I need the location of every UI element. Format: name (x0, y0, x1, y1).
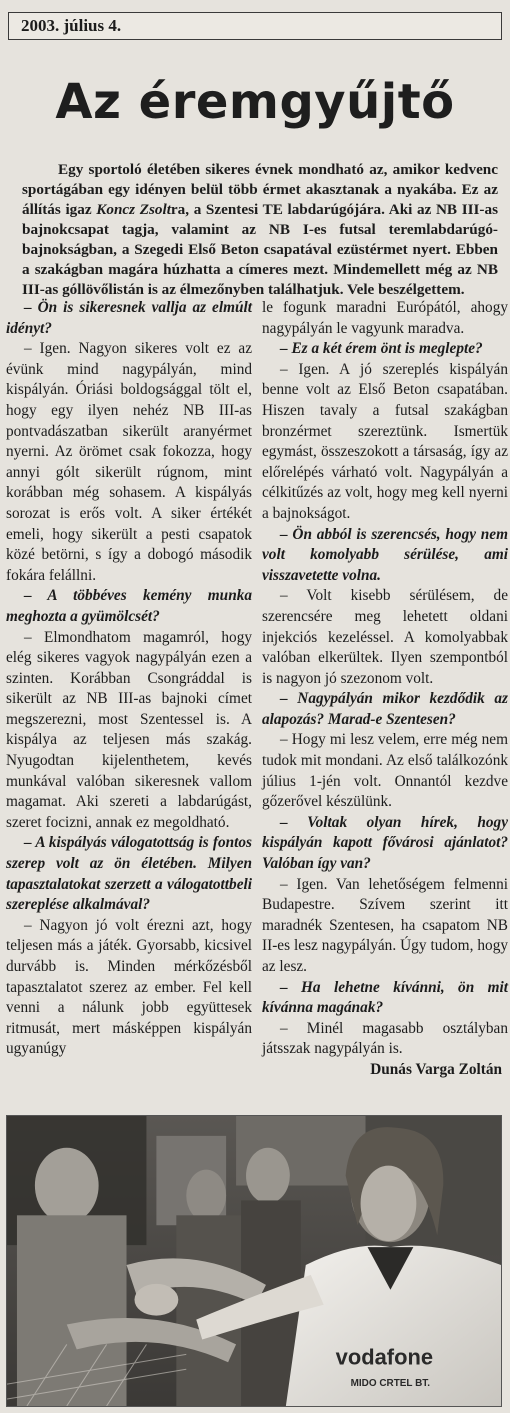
interview-answer: – Igen. A jó szereplés kispályán benne volt az Első Beton csapatában. Hiszen tavaly a futsal szakágban bronzérmet szereztünk. Ismertük egymást, összeszokott a társaság, így az előrelépés várható volt. Nagypályán a célkitűzés az volt, hogy meg kell nyerni a bajnokságot. (262, 360, 508, 522)
interview-answer: – Minél magasabb osztályban játsszak nagypályán is. (262, 1019, 508, 1058)
lead-text-2: ra, a Szentesi TE labdarúgójára. Aki az NB III-as bajnokcsapat tagja, valamint az NB I-es futsal teremlabdarúgó-bajnokságban, a Szegedi Első Beton csapatával ezüstérmet nyert. Ebben a szakágban magára húzhatta a címeres mezt. Mindemellett még az NB III-as góllövőlistán is az élmezőnyben találhatjuk. Vele beszélgettem. (22, 201, 498, 298)
article-column-left (6, 298, 252, 1060)
interview-question: – Ön abból is szerencsés, hogy nem volt komolyabb sérülése, ami visszavetette volna. (262, 525, 508, 584)
interview-answer: – Hogy mi lesz velem, erre még nem tudok mit mondani. Az első találkozónk július 1-jén volt. Onnantól kezdve gőzerővel készülünk. (262, 731, 508, 811)
lead-name: Koncz Zsolt (96, 201, 171, 218)
interview-question: – A kispályás válogatottság is fontos szerep volt az ön életében. Milyen tapasztalatokat szerzett a válogatottbeli szereplése alkalmával? (6, 834, 252, 914)
interview-answer: – Igen. Van lehetőségem felmenni Budapestre. Szívem szerint itt maradnék Szentesen, ha csapatom NB II-es lesz nagypályán. Úgy tudom, hogy az lesz. (262, 875, 508, 975)
photo-illustration (7, 1116, 501, 1406)
headline: Az éremgyűjtő (55, 74, 455, 130)
jersey-brand-text: vodafone (335, 1344, 434, 1370)
author-signature: Dunás Varga Zoltán (370, 1060, 502, 1078)
article-photo (6, 1115, 502, 1407)
interview-question: – Voltak olyan hírek, hogy kispályán kapott fővárosi ajánlatot? Valóban így van? (262, 813, 508, 873)
interview-answer: – Volt kisebb sérülésem, de szerencsére meg lehetett oldani injekciós kezeléssel. A komolyabbak valóban elkerültek. Ilyen szempontból is nagyon jó szezonom volt. (262, 587, 508, 687)
interview-answer-continued: le fogunk maradni Európától, ahogy nagypályán le vagyunk maradva. (262, 299, 508, 337)
interview-question: – Nagypályán mikor kezdődik az alapozás? Marad-e Szentesen? (262, 690, 508, 728)
interview-question: – A többéves kemény munka meghozta a gyümölcsét? (6, 587, 252, 625)
interview-question: – Ha lehetne kívánni, ön mit kívánna magának? (262, 978, 508, 1017)
interview-answer: – Igen. Nagyon sikeres volt ez az évünk mind nagypályán, mind kispályán. Óriási boldogsággal tölt el, hogy egy ilyen nehéz NB III-as pontvadászatban sikerült aranyérmet nyerni. Az örömet csak fokozza, hogy annyi gólt sikerült rúgnom, mint korábban még sohasem. A kispályás sorozat is erős volt. A siker értékét emeli, hogy sikerült a pesti csapatok közé betörni, s így a dobogó második fokára felállni. (6, 340, 252, 584)
interview-answer: – Elmondhatom magamról, hogy elég sikeres vagyok nagypályán ezen a szinten. Korábban Csongráddal is sikerült az NB III-as bajnoki címet megszerezni, most Szentessel is. A kispálya az teljesen más szakág. Nyugodtan kijelenthetem, kevés munkával valóban sikeresnek vallom magamat. Aki szereti a labdarúgást, szeret focizni, annak ez megoldható. (6, 628, 252, 831)
lead-paragraph (22, 160, 498, 300)
interview-question: – Ön is sikeresnek vallja az elmúlt idényt? (6, 299, 252, 337)
interview-answer: – Nagyon jó volt érezni azt, hogy teljesen más a játék. Gyorsabb, kicsivel durvább is. Minden mérkőzésből tapasztalatot szerez az ember. Fel kell venni a nálunk jobb együttesek ritmusát, mert másképpen kispályán ugyanúgy (6, 916, 252, 1058)
dateline: 2003. július 4. (8, 12, 502, 40)
jersey-sponsor-text: MIDO CRTEL BT. (350, 1378, 431, 1390)
lead-text-1: Egy sportoló életében sikeres évnek mondható az, amikor kedvenc sportágában egy idényen belül több érmet akasztanak a nyakába. Ez az állítás igaz (22, 161, 498, 218)
interview-question: – Ez a két érem önt is meglepte? (280, 340, 483, 358)
article-column-right (262, 298, 508, 1081)
